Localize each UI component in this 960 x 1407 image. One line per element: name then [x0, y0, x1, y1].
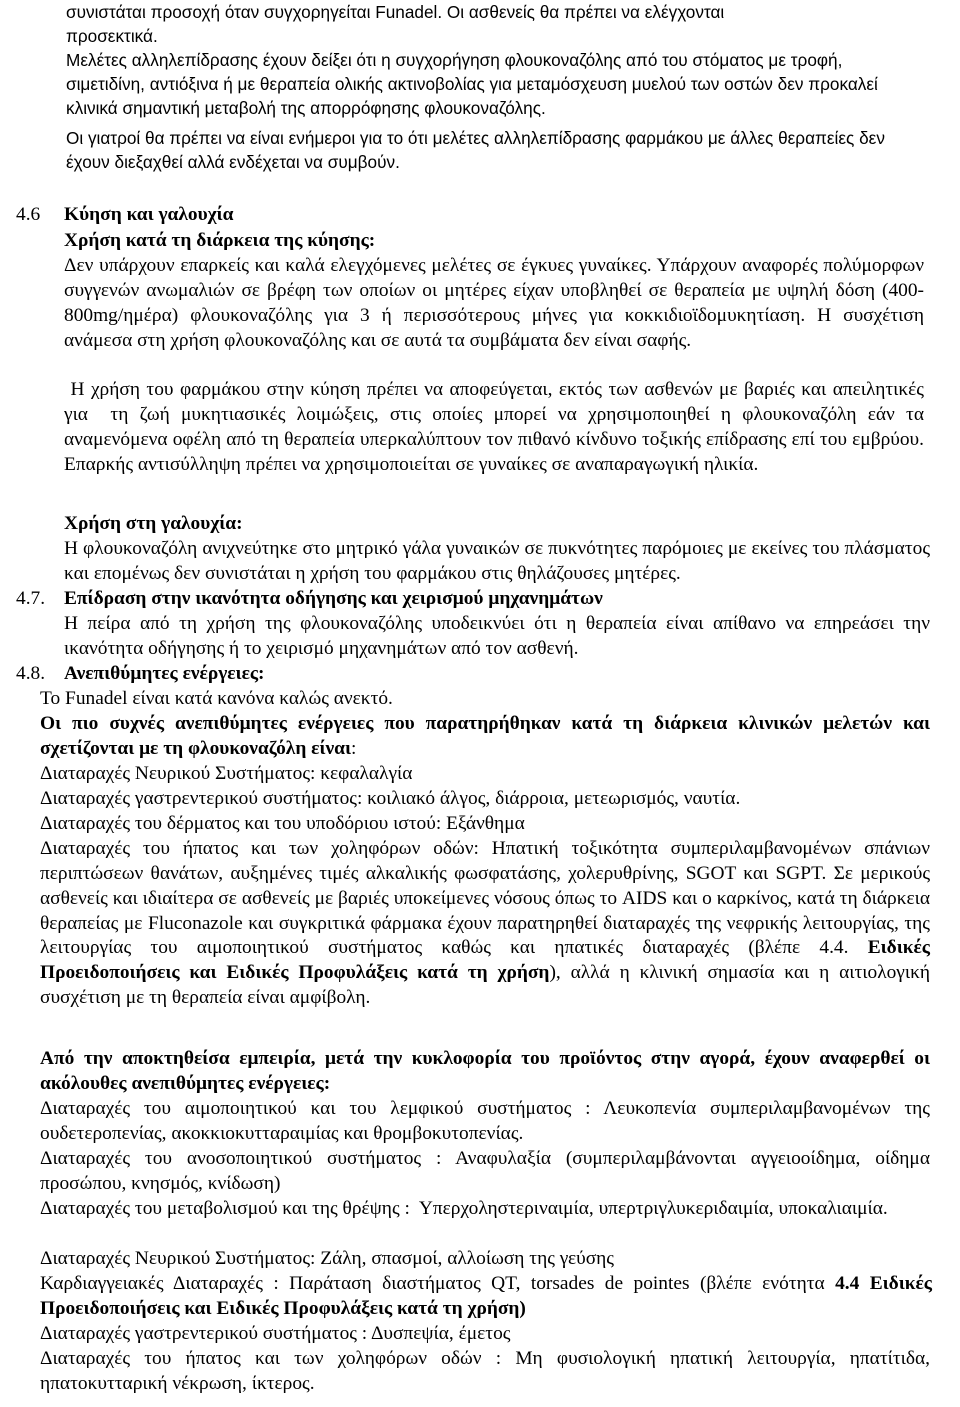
- common-effect-liver-reference: Ειδικές Προειδοποιήσεις και Ειδικές Προφυλάξεις κατά τη χρήση: [40, 937, 930, 984]
- common-effect-skin: Διαταραχές του δέρματος και του υποδόριου ιστού: Εξάνθημα: [40, 813, 525, 834]
- pregnancy-paragraph-2: Η χρήση του φαρμάκου στην κύηση πρέπει να αποφεύγεται, εκτός των ασθενών με βαριές και απειλητικές για τη ζωή μυκητιασικές λοιμώξεις, στις οποίες μπορεί να χρησιμοποιηθεί η φλουκοναζόλη εάν τα αναμενόμενα οφέλη από τη θεραπεία υπερκαλύπτουν τον πιθανό κίνδυνο τοξικής επίδρασης επί του εμβρύου. Επαρκής αντισύλληψη πρέπει να χρησιμοποιείται σε γυναίκες σε αναπαραγωγική ηλικία.: [64, 379, 929, 475]
- interactions-paragraph-2: Μελέτες αλληλεπίδρασης έχουν δείξει ότι η συγχορήγηση φλουκοναζόλης από του στόματος με τροφή, σιμετιδίνη, αντιόξινα ή με θεραπεία ολικής ακτινοβολίας για μεταμόσχευση μυελού των οστών δεν προκαλεί κλινικά σημαντική μεταβολή της απορρόφησης φλουκοναζόλης.: [66, 50, 878, 118]
- postmarketing-heading: Από την αποκτηθείσα εμπειρία, μετά την κυκλοφορία του προϊόντος στην αγορά, έχουν αναφερθεί οι ακόλουθες ανεπιθύμητες ενέργειες:: [40, 1048, 930, 1094]
- common-effect-liver-end: ), αλλά η κλινική σημασία και η αιτιολογική συσχέτιση με τη θεραπεία είναι αμφίβολη.: [40, 962, 930, 1009]
- section-4-8-number: 4.8.: [16, 663, 46, 684]
- common-effect-liver-text: Διαταραχές του ήπατος και των χοληφόρων οδών: Ηπατική τοξικότητα συμπεριλαμβανομένων σπάνιων περιπτώσεων θανάτων, αυξημένες τιμές αλκαλικής φωσφατάσης, χολερυθρίνης, SGOT και SGPT. Σε μερικούς ασθενείς και ιδιαίτερα σε ασθενείς με βαριές υποκείμενες νόσους όπως το AIDS και ο καρκίνος, κατά τη διάρκεια θεραπείας με Fluconazole και συγκριτικά φάρμακα έχουν παρατηρηθεί διαταραχές της νεφρικής λειτουργίας, της λειτουργίας του αιμοποιητικού συστήματος καθώς και ηπατικές διαταραχές (βλέπε 4.4.: [40, 838, 930, 959]
- postmarketing-nervous: Διαταραχές Νευρικού Συστήματος: Ζάλη, σπασμοί, αλλοίωση της γεύσης: [40, 1248, 614, 1269]
- section-4-7-text: Η πείρα από τη χρήση της φλουκοναζόλης υποδεικνύει ότι η θεραπεία είναι απίθανο να επηρεάσει την ικανότητα οδήγησης ή το χειρισμό μηχανημάτων από τον ασθενή.: [64, 613, 930, 659]
- common-effect-nervous: Διαταραχές Νευρικού Συστήματος: κεφαλαλγία: [40, 763, 413, 784]
- common-effect-liver: [40, 837, 930, 1011]
- section-4-6-number: 4.6: [16, 204, 41, 225]
- postmarketing-immune: Διαταραχές του ανοσοποιητικού συστήματος : Αναφυλαξία (συμπεριλαμβάνονται αγγειοοίδημα, οίδημα προσώπου, κνησμός, κνίδωση): [40, 1148, 930, 1194]
- common-effects-heading: [40, 712, 930, 762]
- lactation-heading: Χρήση στη γαλουχία:: [64, 513, 243, 534]
- common-effects-heading-colon: :: [350, 737, 357, 759]
- section-4-8-title: Ανεπιθύμητες ενέργειες:: [64, 663, 265, 684]
- section-4-6-title: Κύηση και γαλουχία: [64, 204, 234, 225]
- section-4-7-title: Επίδραση στην ικανότητα οδήγησης και χειρισμού μηχανημάτων: [64, 588, 603, 609]
- pregnancy-heading: Χρήση κατά τη διάρκεια της κύησης:: [64, 230, 376, 251]
- interactions-paragraph-3: Οι γιατροί θα πρέπει να είναι ενήμεροι για το ότι μελέτες αλληλεπίδρασης φαρμάκου με άλλες θεραπείες δεν έχουν διεξαχθεί αλλά ενδέχεται να συμβούν.: [66, 128, 885, 172]
- common-effect-gastro: Διαταραχές γαστρεντερικού συστήματος: κοιλιακό άλγος, διάρροια, μετεωρισμός, ναυτία.: [40, 788, 741, 809]
- postmarketing-cardiac-reference: 4.4 Ειδικές Προειδοποιήσεις και Ειδικές Προφυλάξεις κατά τη χρήση): [40, 1273, 932, 1319]
- section-4-7-number: 4.7.: [16, 588, 46, 609]
- postmarketing-metabolism: Διαταραχές του μεταβολισμού και της θρέψης : Υπερχοληστεριναιμία, υπερτριγλυκεριδαιμία, υποκαλιαιμία.: [40, 1198, 888, 1219]
- interactions-line-1: συνιστάται προσοχή όταν συγχορηγείται Funadel. Οι ασθενείς θα πρέπει να ελέγχονται: [66, 2, 725, 22]
- adverse-intro: Το Funadel είναι κατά κανόνα καλώς ανεκτό.: [40, 688, 393, 709]
- common-effects-heading-text: Οι πιο συχνές ανεπιθύμητες ενέργειες που παρατηρήθηκαν κατά τη διάρκεια κλινικών μελετών και σχετίζονται με τη φλουκοναζόλη είναι: [40, 713, 930, 759]
- postmarketing-cardiac: [40, 1272, 932, 1322]
- postmarketing-blood: Διαταραχές του αιμοποιητικού και του λεμφικού συστήματος : Λευκοπενία συμπεριλαμβανομένων της ουδετεροπενίας, ακοκκιοκυτταραιμίας και θρομβοκυτοπενίας.: [40, 1098, 930, 1144]
- interactions-line-2: προσεκτικά.: [66, 26, 158, 46]
- lactation-paragraph: Η φλουκοναζόλη ανιχνεύτηκε στο μητρικό γάλα γυναικών σε πυκνότητες παρόμοιες με εκείνες του πλάσματος και επομένως δεν συνιστάται η χρήση του φαρμάκου στις θηλάζουσες μητέρες.: [64, 538, 930, 584]
- postmarketing-liver: Διαταραχές του ήπατος και των χοληφόρων οδών : Μη φυσιολογική ηπατική λειτουργία, ηπατίτιδα, ηπατοκυτταρική νέκρωση, ίκτερος.: [40, 1348, 930, 1394]
- postmarketing-gastro: Διαταραχές γαστρεντερικού συστήματος : Δυσπεψία, έμετος: [40, 1323, 511, 1344]
- pregnancy-paragraph-1: Δεν υπάρχουν επαρκείς και καλά ελεγχόμενες μελέτες σε έγκυες γυναίκες. Υπάρχουν αναφορές πολύμορφων συγγενών ανωμαλιών σε βρέφη των οποίων οι μητέρες είχαν υποβληθεί σε θεραπεία με υψηλή δόση (400-800mg/ημέρα) φλουκοναζόλης για 3 ή περισσότερους μήνες για κοκκιδιοϊδομυκητίαση. Η συσχέτιση ανάμεσα στη χρήση φλουκοναζόλης και σε αυτά τα συμβάματα δεν είναι σαφής.: [64, 255, 924, 351]
- postmarketing-cardiac-text: Καρδιαγγειακές Διαταραχές : Παράταση διαστήματος QT, torsades de pointes (βλέπε ενότητα: [40, 1273, 836, 1294]
